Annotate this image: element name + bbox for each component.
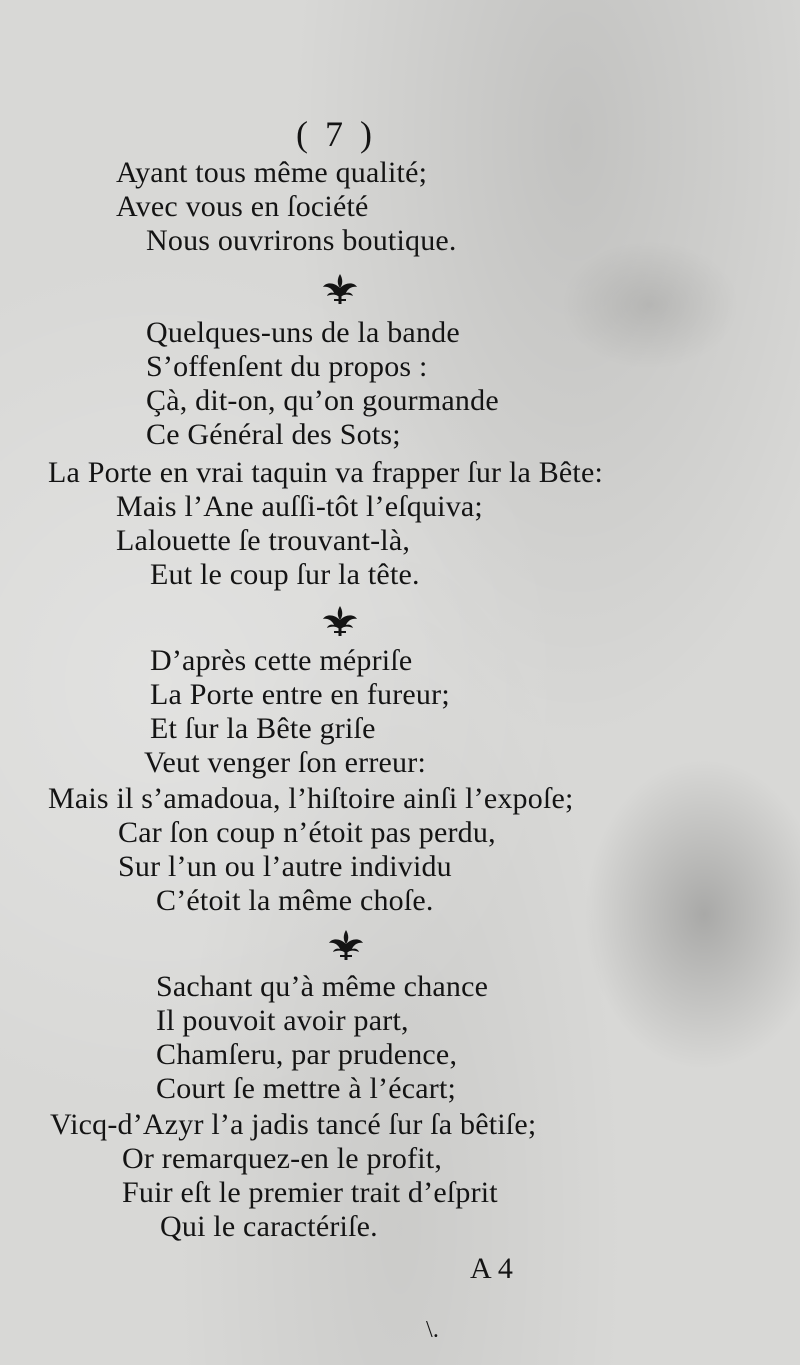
fleuron-icon — [324, 926, 368, 962]
verse-line: Vicq-d’Azyr l’a jadis tancé ſur ſa bêtiſe; — [50, 1108, 537, 1141]
page-number: ( 7 ) — [296, 114, 376, 154]
bottom-mark: \. — [426, 1317, 440, 1343]
verse-line: Qui le caractériſe. — [160, 1210, 378, 1243]
verse-line: Fuir eſt le premier trait d’eſprit — [122, 1176, 498, 1209]
verse-line: Sachant qu’à même chance — [156, 970, 489, 1003]
verse-line: La Porte entre en fureur; — [150, 678, 450, 711]
verse-line: Mais il s’amadoua, l’hiſtoire ainſi l’expoſe; — [48, 782, 574, 815]
verse-line: Veut venger ſon erreur: — [144, 746, 426, 779]
verse-line: Et ſur la Bête griſe — [150, 712, 376, 745]
verse-line: Lalouette ſe trouvant-là, — [116, 524, 411, 557]
verse-line: Quelques-uns de la bande — [146, 316, 460, 349]
verse-line: Chamſeru, par prudence, — [156, 1038, 458, 1071]
verse-line: Sur l’un ou l’autre individu — [118, 850, 452, 883]
fleuron-icon — [318, 602, 362, 638]
verse-line: Court ſe mettre à l’écart; — [156, 1072, 457, 1105]
verse-line: Eut le coup ſur la tête. — [150, 558, 420, 591]
verse-line: C’étoit la même choſe. — [156, 884, 434, 917]
verse-line: Nous ouvrirons boutique. — [146, 224, 457, 257]
verse-line: Or remarquez-en le profit, — [122, 1142, 443, 1175]
verse-line: Avec vous en ſociété — [116, 190, 369, 223]
verse-line: Mais l’Ane auſſi-tôt l’eſquiva; — [116, 490, 483, 523]
verse-line: Ayant tous même qualité; — [116, 156, 428, 189]
verse-line: Car ſon coup n’étoit pas perdu, — [118, 816, 496, 849]
verse-line: S’offenſent du propos : — [146, 350, 428, 383]
signature-mark: A 4 — [470, 1252, 514, 1285]
verse-line: La Porte en vrai taquin va frapper ſur la Bête: — [48, 456, 604, 489]
verse-line: D’après cette mépriſe — [150, 644, 413, 677]
fleuron-icon — [318, 270, 362, 306]
verse-line: Ce Général des Sots; — [146, 418, 401, 451]
verse-line: Il pouvoit avoir part, — [156, 1004, 409, 1037]
show-through-stain — [560, 240, 740, 370]
verse-line: Çà, dit-on, qu’on gourmande — [146, 384, 499, 417]
